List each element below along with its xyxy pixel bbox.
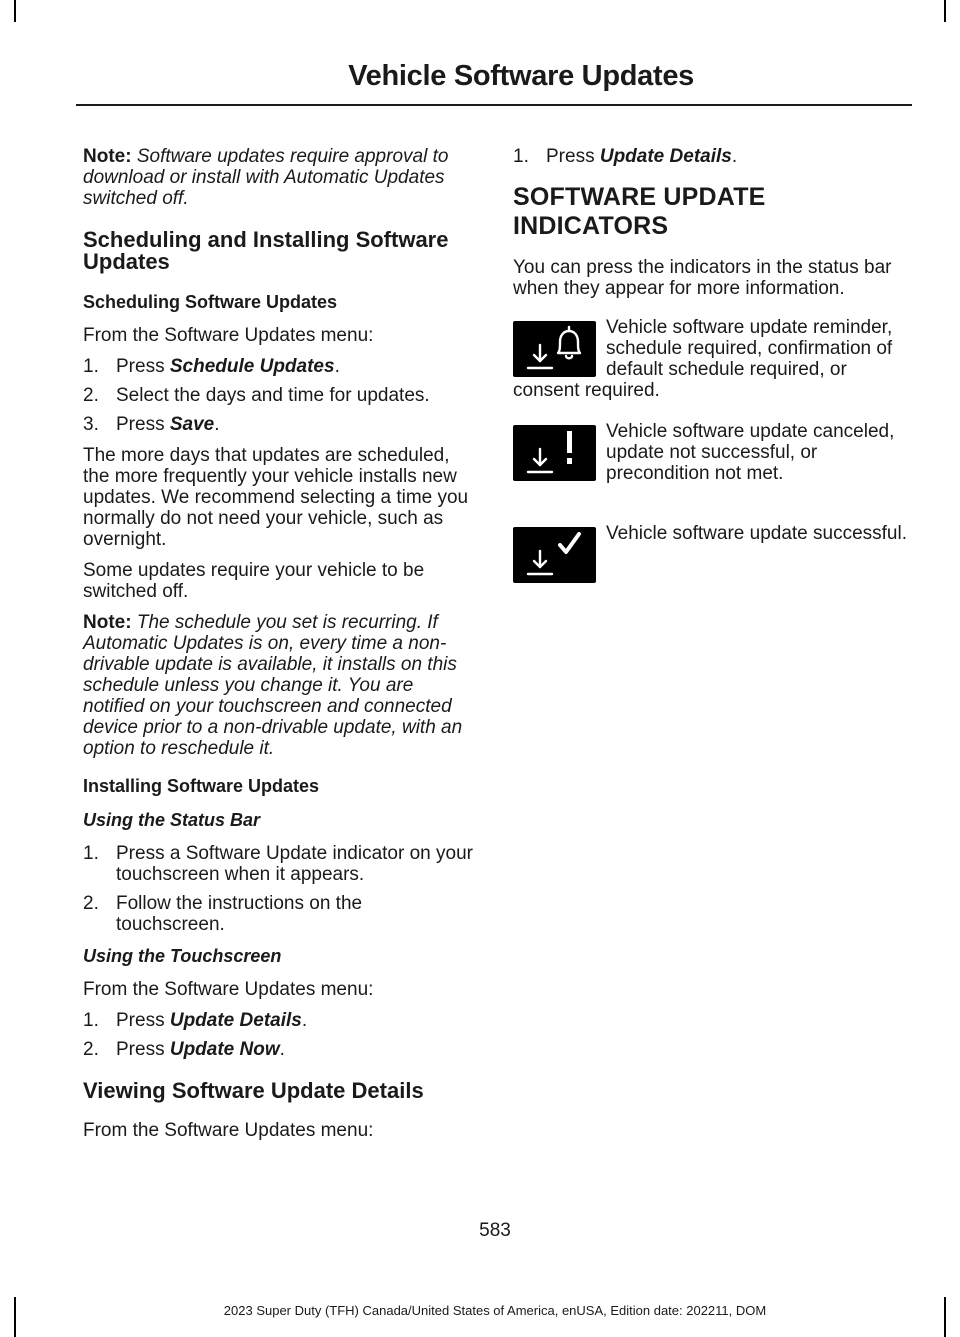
steps-list — [83, 843, 475, 935]
subsection-heading: Scheduling Software Updates — [83, 292, 338, 312]
indicator-description: Vehicle software update canceled, update not successful, or precondition not met. — [606, 421, 895, 484]
list-item: 1. Press Update Details. — [83, 1010, 308, 1031]
indicator-entry — [513, 317, 909, 401]
body-paragraph: The more days that updates are scheduled, the more frequently your vehicle installs new updates. We recommend selecting a time you normally do not need your vehicle, such as overnight. — [83, 445, 469, 550]
list-item: 1. Press Update Details. — [513, 146, 738, 167]
indicator-description: Vehicle software update reminder, schedule required, confirmation of default schedule required, or consent required. — [513, 317, 893, 401]
indicator-entry — [513, 523, 909, 605]
download-exclamation-icon — [513, 425, 596, 481]
footer-text: 2023 Super Duty (TFH) Canada/United States of America, enUSA, Edition date: 202211, DOM — [223, 1303, 767, 1318]
list-item: 2. Select the days and time for updates. — [83, 385, 430, 406]
section-heading: Scheduling and Installing Software Updates — [83, 227, 449, 274]
indicator-description: Vehicle software update successful. — [606, 523, 908, 544]
crop-mark — [944, 0, 946, 22]
body-paragraph: From the Software Updates menu: — [83, 1120, 374, 1141]
body-paragraph: You can press the indicators in the status bar when they appear for more information. — [513, 257, 892, 299]
download-check-icon — [513, 527, 596, 583]
page-title: Vehicle Software Updates — [348, 60, 694, 92]
indicator-entry — [513, 421, 909, 503]
list-item: 3. Press Save. — [83, 414, 220, 435]
subsection-heading: Using the Touchscreen — [83, 946, 282, 966]
download-bell-icon — [513, 321, 596, 377]
body-paragraph: From the Software Updates menu: — [83, 325, 374, 346]
section-heading: Viewing Software Update Details — [83, 1078, 424, 1103]
steps-list — [83, 356, 475, 435]
subsection-heading: Installing Software Updates — [83, 776, 320, 796]
body-paragraph: Some updates require your vehicle to be switched off. — [83, 560, 425, 602]
section-title: SOFTWARE UPDATE INDICATORS — [513, 183, 766, 240]
subsection-heading: Using the Status Bar — [83, 810, 261, 830]
page-number: 583 — [479, 1220, 511, 1241]
right-column — [513, 146, 909, 625]
list-item: 2. Follow the instructions on the touchscreen. — [83, 893, 363, 935]
steps-list — [83, 1010, 475, 1060]
crop-mark — [14, 0, 16, 22]
steps-list — [513, 146, 909, 167]
list-item: 2. Press Update Now. — [83, 1039, 285, 1060]
note-paragraph: Note: Software updates require approval to download or install with Automatic Updates switched off. — [83, 146, 449, 209]
title-divider — [76, 104, 912, 106]
left-column — [83, 146, 475, 1151]
list-item: 1. Press Schedule Updates. — [83, 356, 340, 377]
note-paragraph: Note: The schedule you set is recurring. If Automatic Updates is on, every time a non-drivable update is available, it installs on this schedule unless you change it. You are notified on your touchscreen and connected device prior to a non-drivable update, with an option to reschedule it. — [83, 612, 463, 759]
list-item: 1. Press a Software Update indicator on your touchscreen when it appears. — [83, 843, 473, 885]
body-paragraph: From the Software Updates menu: — [83, 979, 374, 1000]
